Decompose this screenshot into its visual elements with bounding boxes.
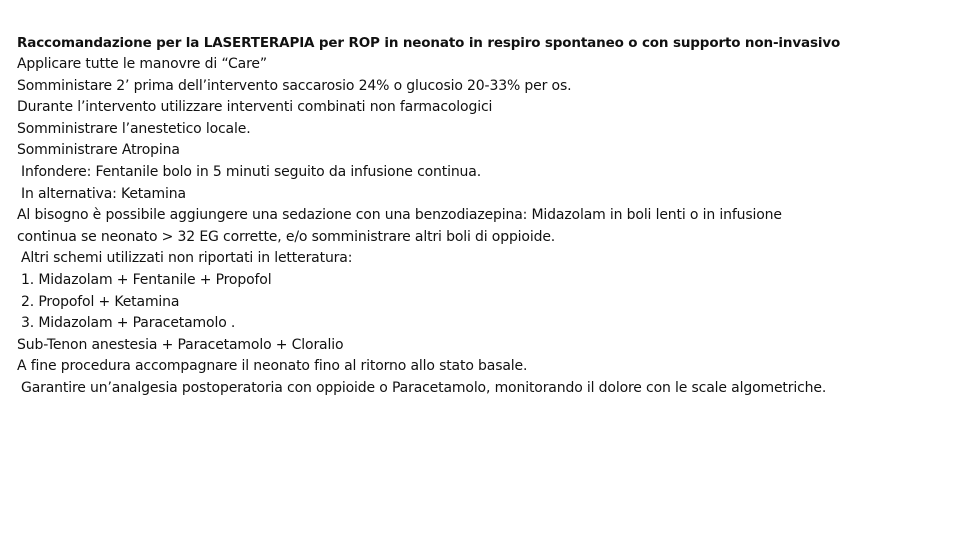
text-line: Somministare 2’ prima dell’intervento saccarosio 24% o glucosio 20-33% per os. <box>17 77 572 94</box>
text-line: Altri schemi utilizzati non riportati in letteratura: <box>21 250 353 267</box>
document-title: Raccomandazione per la LASERTERAPIA per ROP in neonato in respiro spontaneo o con supporto non-invasivo <box>17 35 841 51</box>
text-line: A fine procedura accompagnare il neonato fino al ritorno allo stato basale. <box>17 358 528 375</box>
text-line: Somministrare Atropina <box>17 142 180 159</box>
text-line: Al bisogno è possibile aggiungere una sedazione con una benzodiazepina: Midazolam in boli lenti o in infusione <box>17 207 782 224</box>
list-item: 2. Propofol + Ketamina <box>21 293 180 310</box>
text-line: Garantire un’analgesia postoperatoria con oppioide o Paracetamolo, monitorando il dolore con le scale algometriche. <box>21 379 827 396</box>
list-item: 1. Midazolam + Fentanile + Propofol <box>21 271 272 288</box>
document-body <box>17 32 947 400</box>
text-line: continua se neonato > 32 EG corrette, e/o somministrare altri boli di oppioide. <box>17 228 556 245</box>
text-line: Infondere: Fentanile bolo in 5 minuti seguito da infusione continua. <box>21 163 482 180</box>
text-line: In alternativa: Ketamina <box>21 185 186 202</box>
text-line: Applicare tutte le manovre di “Care” <box>17 56 267 72</box>
list-item: 3. Midazolam + Paracetamolo . <box>21 315 236 332</box>
text-line: Durante l’intervento utilizzare interventi combinati non farmacologici <box>17 99 493 116</box>
text-line: Somministrare l’anestetico locale. <box>17 120 251 137</box>
text-line: Sub-Tenon anestesia + Paracetamolo + Cloralio <box>17 336 344 353</box>
